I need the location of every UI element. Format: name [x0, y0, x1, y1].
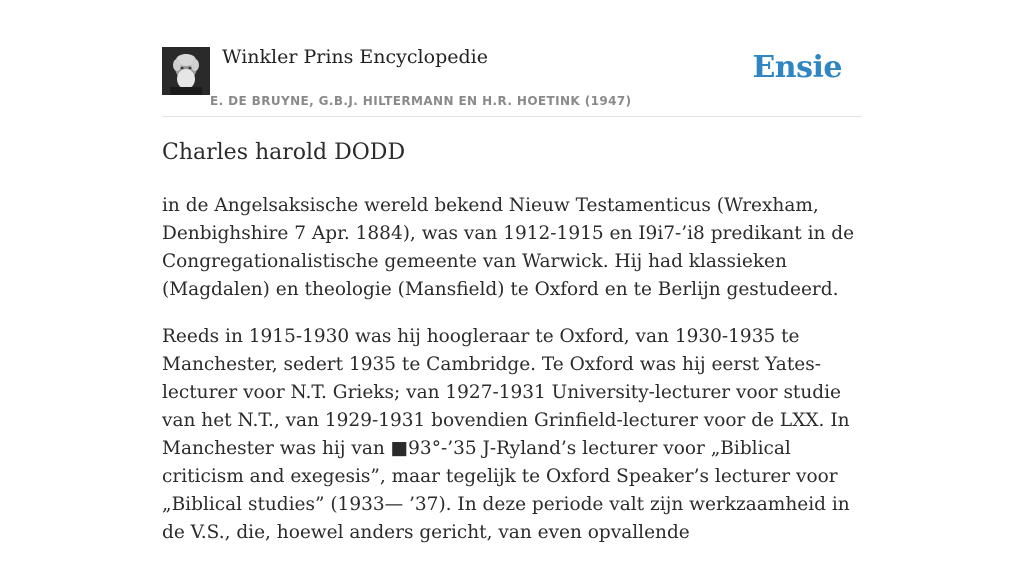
book-authors: E. DE BRUYNE, G.B.J. HILTERMANN EN H.R. HOETINK (1947) [210, 94, 632, 108]
page [162, 0, 862, 543]
entry-title: Charles harold DODD [162, 140, 406, 165]
book-title[interactable]: Winkler Prins Encyclopedie [222, 46, 488, 68]
entry-paragraph: Reeds in 1915-1930 was hij hoogleraar te Oxford, van 1930-1935 te Manchester, sedert 1935 te Cambridge. Te Oxford was hij eerst Yates-lecturer voor N.T. Grieks; van 1927-1931 University-lecturer voor studie van het N.T., van 1929-1931 bovendien Grinfield-lecturer voor de LXX. In Manchester was hij van ■93°-’35 J-Ryland’s lecturer voor „Biblical criticism and exegesis”, maar tegelijk te Oxford Speaker’s lecturer voor „Biblical studies” (1933— ’37). In deze periode valt zijn werkzaamheid in de V.S., die, hoewel anders gericht, van even opvallende [162, 326, 850, 543]
author-avatar[interactable] [162, 47, 210, 95]
ensie-logo-link[interactable]: Ensie [752, 50, 842, 85]
author-portrait-icon [162, 47, 210, 95]
entry-paragraph: in de Angelsaksische wereld bekend Nieuw Testamenticus (Wrexham, Denbighshire 7 Apr. 1884), was van 1912-1915 en I9i7-’i8 predikant in de Congregationalistische gemeente van Warwick. Hij had klassieken (Magdalen) en theologie (Mansfield) te Oxford en te Berlijn gestudeerd. [162, 195, 855, 300]
book-header [162, 0, 862, 117]
entry-body [162, 192, 862, 566]
